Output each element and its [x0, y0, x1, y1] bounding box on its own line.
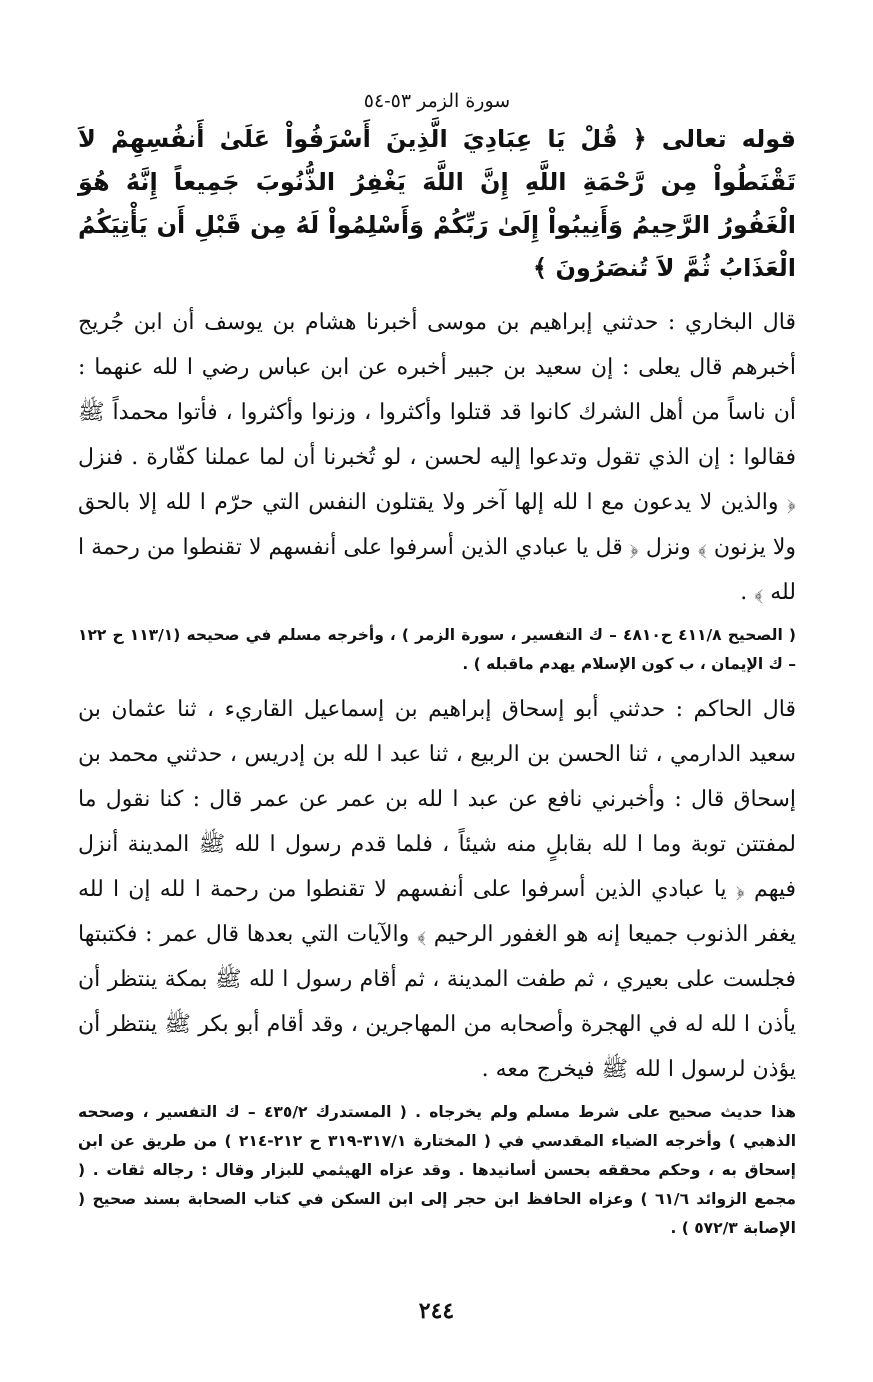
bukhari-narration: قال البخاري : حدثني إبراهيم بن موسى أخبرنا هشام بن يوسف أن ابن جُريج أخبرهم قال يعلى : إن سعيد بن جبير أخبره عن ابن عباس رضي ا لله عنهما : أن ناساً من أهل الشرك كانوا قد قتلوا وأكثروا ، وزنوا وأكثروا ، فأتوا محمداً ﷺ فقالوا : إن الذي تقول وتدعوا إليه لحسن ، لو تُخبرنا أن لما عملنا كفّارة . فنزل ﴿ والذين لا يدعون مع ا لله إلها آخر ولا يقتلون النفس التي حرّم ا لله إلا بالحق ولا يزنون ﴾ ونزل ﴿ قل يا عبادي الذين أسرفوا على أنفسهم لا تقنطوا من رحمة ا لله ﴾ .	[78, 310, 796, 605]
hakim-reference-note: هذا حديث صحيح على شرط مسلم ولم يخرجاه . ( المستدرك ٤٣٥/٢ – ك التفسير ، وصححه الذهبي ) وأخرجه الضياء المقدسي في ( المختارة ٣١٧/١-٣١٩ ح ٢١٢-٢١٤ ) من طريق عن ابن إسحاق به ، وحكم محققه بحسن أسانيدها . وقد عزاه الهيثمي للبزار وقال : رجاله ثقات . ( مجمع الزوائد ٦١/٦ ) وعزاه الحافظ ابن حجر إلى ابن السكن في كتاب الصحابة بسند صحيح ( الإصابة ٥٧٢/٣ ) .	[78, 1103, 797, 1237]
bukhari-reference-note: ( الصحيح ٤١١/٨ ح٤٨١٠ – ك التفسير ، سورة الزمر ) ، وأخرجه مسلم في صحيحه (١١٣/١ ح ١٢٢ – ك الإيمان ، ب كون الإسلام يهدم ماقبله ) .	[78, 626, 796, 673]
surah-header: سورة الزمر ٥٣-٥٤	[363, 90, 511, 112]
quran-verse: قوله تعالى ﴿ قُلْ يَا عِبَادِيَ الَّذِينَ أَسْرَفُواْ عَلَىٰ أَنفُسِهِمْ لاَ تَقْنَطُواْ مِن رَّحْمَةِ اللَّهِ إِنَّ اللَّهَ يَغْفِرُ الذُّنُوبَ جَمِيعاً إِنَّهُ هُوَ الْغَفُورُ الرَّحِيمُ وَأَنِيبُواْ إِلَىٰ رَبِّكُمْ وَأَسْلِمُواْ لَهُ مِن قَبْلِ أَن يَأْتِيَكُمُ الْعَذَابُ ثُمَّ لاَ تُنصَرُونَ ﴾	[78, 125, 796, 282]
book-page	[78, 88, 796, 1251]
hakim-narration: قال الحاكم : حدثني أبو إسحاق إبراهيم بن إسماعيل القاريء ، ثنا عثمان بن سعيد الدارمي ، ثنا الحسن بن الربيع ، ثنا عبد ا لله بن إدريس ، حدثني محمد بن إسحاق قال : وأخبرني نافع عن عبد ا لله بن عمر عن عمر قال : كنا نقول ما لمفتتن توبة وما ا لله بقابلٍ منه شيئاً ، فلما قدم رسول ا لله ﷺ المدينة أنزل فيهم ﴿ يا عبادي الذين أسرفوا على أنفسهم لا تقنطوا من رحمة ا لله إن ا لله يغفر الذنوب جميعا إنه هو الغفور الرحيم ﴾ والآيات التي بعدها قال عمر : فكتبتها فجلست على بعيري ، ثم طفت المدينة ، ثم أقام رسول ا لله ﷺ بمكة ينتظر أن يأذن ا لله له في الهجرة وأصحابه من المهاجرين ، وقد أقام أبو بكر ﷺ ينتظر أن يؤذن لرسول ا لله ﷺ فيخرج معه .	[78, 697, 796, 1082]
page-number: ٢٤٤	[418, 1298, 455, 1324]
